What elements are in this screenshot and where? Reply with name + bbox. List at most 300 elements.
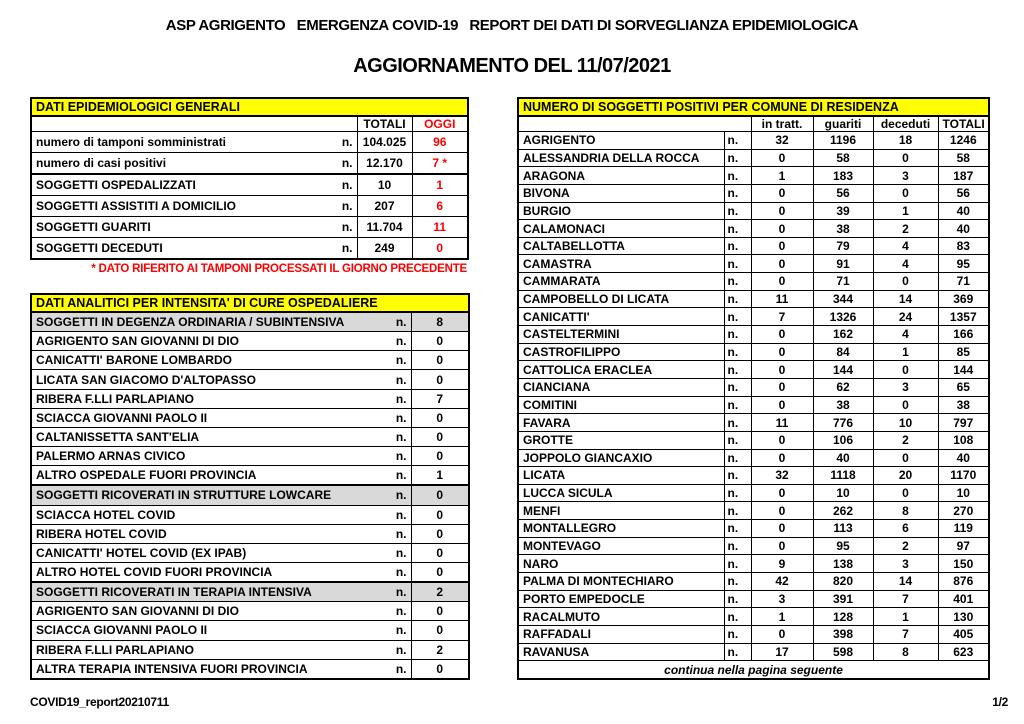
n-abbreviation: n.: [395, 353, 407, 368]
facility-label-cell: [31, 543, 411, 562]
n-abbreviation: n.: [395, 429, 407, 444]
facility-label-cell: [31, 389, 411, 408]
totali-value-cell: 40: [938, 220, 989, 238]
comune-name-cell: CAMPOBELLO DI LICATA: [518, 290, 724, 308]
in-tratt-value-cell: 0: [751, 326, 813, 344]
deceduti-value-cell: 0: [873, 396, 938, 414]
count-value-cell: 0: [411, 621, 469, 640]
deceduti-value-cell: 3: [873, 555, 938, 573]
guariti-value-cell: 62: [813, 378, 873, 396]
deceduti-value-cell: 2: [873, 431, 938, 449]
hospital-care-intensity-table: [30, 293, 470, 680]
update-date-heading: AGGIORNAMENTO DEL 11/07/2021: [353, 55, 671, 77]
n-abbreviation-cell: n.: [724, 431, 751, 449]
in-tratt-value-cell: 0: [751, 343, 813, 361]
deceduti-value-cell: 8: [873, 502, 938, 520]
count-value-cell: 0: [411, 332, 469, 351]
count-value-cell: 0: [411, 602, 469, 621]
deceduti-value-cell: 14: [873, 290, 938, 308]
n-abbreviation-cell: n.: [724, 273, 751, 291]
guariti-value-cell: 95: [813, 537, 873, 555]
guariti-column-header: guariti: [813, 116, 873, 132]
hospital-table-title: DATI ANALITICI PER INTENSITA' DI CURE OSPEDALIERE: [31, 294, 469, 312]
deceduti-value-cell: 3: [873, 167, 938, 185]
comune-name-cell: ARAGONA: [518, 167, 724, 185]
comune-data-row: [518, 502, 989, 520]
totali-value-cell: 166: [938, 326, 989, 344]
n-abbreviation-cell: n.: [724, 132, 751, 150]
comune-name-cell: LUCCA SICULA: [518, 484, 724, 502]
count-value-cell: 8: [411, 312, 469, 332]
general-data-row: [31, 216, 468, 237]
n-abbreviation-cell: n.: [724, 414, 751, 432]
metric-label: numero di casi positivi: [36, 155, 167, 170]
comune-data-row: [518, 255, 989, 273]
deceduti-value-cell: 0: [873, 184, 938, 202]
n-abbreviation-cell: n.: [724, 573, 751, 591]
n-abbreviation-cell: n.: [724, 537, 751, 555]
comune-data-row: [518, 590, 989, 608]
facility-label: RIBERA HOTEL COVID: [36, 526, 167, 541]
n-abbreviation-cell: n.: [724, 167, 751, 185]
count-value-cell: 2: [411, 583, 469, 602]
facility-label: AGRIGENTO SAN GIOVANNI DI DIO: [36, 334, 239, 349]
metric-label-cell: [31, 175, 357, 196]
comune-name-cell: CATTOLICA ERACLEA: [518, 361, 724, 379]
comune-data-row: [518, 431, 989, 449]
guariti-value-cell: 183: [813, 167, 873, 185]
hospital-data-row: [31, 621, 469, 640]
hospital-data-row: [31, 370, 469, 389]
guariti-value-cell: 58: [813, 149, 873, 167]
table-title-row: [31, 294, 469, 312]
facility-label-cell: [31, 332, 411, 351]
hospital-data-row: [31, 505, 469, 524]
report-title: ASP AGRIGENTO EMERGENZA COVID-19 REPORT DEI DATI DI SORVEGLIANZA EPIDEMIOLOGICA: [165, 17, 859, 34]
totali-value-cell: 40: [938, 202, 989, 220]
count-value-cell: 0: [411, 659, 469, 679]
report-file-name: COVID19_report20210711: [30, 695, 169, 709]
facility-label-cell: [31, 602, 411, 621]
in-tratt-value-cell: 11: [751, 414, 813, 432]
column-header-row: [518, 116, 989, 132]
in-tratt-value-cell: 9: [751, 555, 813, 573]
facility-label-cell: [31, 505, 411, 524]
n-abbreviation-cell: n.: [724, 643, 751, 661]
hospital-data-row: [31, 524, 469, 543]
deceduti-value-cell: 18: [873, 132, 938, 150]
comune-name-cell: MONTEVAGO: [518, 537, 724, 555]
in-tratt-value-cell: 0: [751, 237, 813, 255]
deceduti-value-cell: 0: [873, 361, 938, 379]
hospital-data-row: [31, 543, 469, 562]
facility-label-cell: [31, 446, 411, 465]
continuation-row: [518, 661, 989, 679]
n-abbreviation: n.: [341, 178, 353, 193]
totali-column-header: TOTALI: [938, 116, 989, 132]
facility-label: RIBERA F.LLI PARLAPIANO: [36, 642, 194, 657]
metric-label-cell: [31, 152, 357, 173]
n-abbreviation: n.: [341, 134, 353, 149]
totali-value-cell: 144: [938, 361, 989, 379]
totali-value-cell: 108: [938, 431, 989, 449]
comune-data-row: [518, 308, 989, 326]
comune-name-cell: RACALMUTO: [518, 608, 724, 626]
deceduti-column-header: deceduti: [873, 116, 938, 132]
n-abbreviation-cell: n.: [724, 326, 751, 344]
guariti-value-cell: 138: [813, 555, 873, 573]
oggi-value-cell: 11: [412, 216, 468, 237]
totali-value-cell: 71: [938, 273, 989, 291]
continuation-note: continua nella pagina seguente: [518, 661, 989, 679]
facility-label-cell: [31, 640, 411, 659]
in-tratt-value-cell: 0: [751, 273, 813, 291]
deceduti-value-cell: 1: [873, 202, 938, 220]
metric-label: SOGGETTI GUARITI: [36, 219, 151, 234]
in-tratt-value-cell: 17: [751, 643, 813, 661]
deceduti-value-cell: 4: [873, 255, 938, 273]
comune-data-row: [518, 520, 989, 538]
facility-label-cell: [31, 583, 411, 602]
oggi-value-cell: 7 *: [412, 152, 468, 173]
in-tratt-value-cell: 1: [751, 608, 813, 626]
guariti-value-cell: 144: [813, 361, 873, 379]
comune-name-cell: PALMA DI MONTECHIARO: [518, 573, 724, 591]
comune-name-cell: RAVANUSA: [518, 643, 724, 661]
comune-data-row: [518, 643, 989, 661]
totali-column-header: TOTALI: [357, 116, 412, 132]
facility-label: LICATA SAN GIACOMO D'ALTOPASSO: [36, 372, 256, 387]
facility-label: RIBERA F.LLI PARLAPIANO: [36, 391, 194, 406]
totali-value-cell: 40: [938, 449, 989, 467]
in-tratt-value-cell: 1: [751, 167, 813, 185]
facility-label-cell: [31, 370, 411, 389]
n-abbreviation-cell: n.: [724, 502, 751, 520]
tamponi-footnote: * DATO RIFERITO AI TAMPONI PROCESSATI IL GIORNO PRECEDENTE: [91, 263, 467, 275]
comune-name-cell: CALAMONACI: [518, 220, 724, 238]
guariti-value-cell: 391: [813, 590, 873, 608]
guariti-value-cell: 1326: [813, 308, 873, 326]
in-tratt-value-cell: 0: [751, 361, 813, 379]
comune-data-row: [518, 537, 989, 555]
totali-value-cell: 95: [938, 255, 989, 273]
hospital-data-row: [31, 466, 469, 485]
metric-label-cell: [31, 132, 357, 153]
totali-value-cell: 85: [938, 343, 989, 361]
deceduti-value-cell: 1: [873, 343, 938, 361]
deceduti-value-cell: 10: [873, 414, 938, 432]
metric-label: numero di tamponi somministrati: [36, 134, 227, 149]
facility-label-cell: [31, 408, 411, 427]
totali-value-cell: 58: [938, 149, 989, 167]
comune-data-row: [518, 555, 989, 573]
n-abbreviation-cell: n.: [724, 467, 751, 485]
guariti-value-cell: 1196: [813, 132, 873, 150]
general-epidemiological-table: [30, 97, 469, 260]
count-value-cell: 1: [411, 466, 469, 485]
guariti-value-cell: 113: [813, 520, 873, 538]
comune-name-cell: PORTO EMPEDOCLE: [518, 590, 724, 608]
general-table-title: DATI EPIDEMIOLOGICI GENERALI: [31, 98, 468, 116]
facility-label: ALTRO HOTEL COVID FUORI PROVINCIA: [36, 564, 273, 579]
oggi-value-cell: 96: [412, 132, 468, 153]
n-abbreviation: n.: [395, 334, 407, 349]
n-abbreviation-cell: n.: [724, 361, 751, 379]
n-abbreviation-cell: n.: [724, 149, 751, 167]
metric-label-cell: [31, 216, 357, 237]
guariti-value-cell: 56: [813, 184, 873, 202]
in-tratt-value-cell: 0: [751, 484, 813, 502]
comune-name-cell: CASTELTERMINI: [518, 326, 724, 344]
hospital-data-row: [31, 408, 469, 427]
guariti-value-cell: 84: [813, 343, 873, 361]
general-data-row: [31, 132, 468, 153]
deceduti-value-cell: 4: [873, 326, 938, 344]
n-abbreviation-cell: n.: [724, 202, 751, 220]
in-tratt-value-cell: 0: [751, 202, 813, 220]
comune-data-row: [518, 220, 989, 238]
comune-data-row: [518, 273, 989, 291]
n-abbreviation: n.: [395, 468, 407, 483]
n-abbreviation: n.: [395, 564, 407, 579]
totali-value-cell: 119: [938, 520, 989, 538]
table-title-row: [31, 98, 468, 116]
n-abbreviation-cell: n.: [724, 625, 751, 643]
n-abbreviation: n.: [341, 155, 353, 170]
count-value-cell: 0: [411, 370, 469, 389]
n-abbreviation-cell: n.: [724, 290, 751, 308]
facility-label-cell: [31, 312, 411, 332]
comune-data-row: [518, 167, 989, 185]
deceduti-value-cell: 24: [873, 308, 938, 326]
in-tratt-value-cell: 0: [751, 149, 813, 167]
totali-value-cell: 187: [938, 167, 989, 185]
page-number: 1/2: [992, 695, 1008, 709]
oggi-value-cell: 1: [412, 175, 468, 196]
comune-data-row: [518, 449, 989, 467]
oggi-column-header: OGGI: [412, 116, 468, 132]
n-abbreviation-cell: n.: [724, 255, 751, 273]
hospital-section-row: [31, 583, 469, 602]
n-abbreviation: n.: [395, 642, 407, 657]
facility-label-cell: [31, 427, 411, 446]
deceduti-value-cell: 4: [873, 237, 938, 255]
comune-data-row: [518, 290, 989, 308]
n-abbreviation: n.: [395, 661, 407, 676]
comune-name-cell: RAFFADALI: [518, 625, 724, 643]
facility-label: SCIACCA HOTEL COVID: [36, 507, 176, 522]
facility-label-cell: [31, 466, 411, 485]
facility-label: CANICATTI' BARONE LOMBARDO: [36, 353, 232, 368]
comune-name-cell: ALESSANDRIA DELLA ROCCA: [518, 149, 724, 167]
facility-label-cell: [31, 486, 411, 505]
comune-data-row: [518, 414, 989, 432]
n-abbreviation-cell: n.: [724, 555, 751, 573]
deceduti-value-cell: 14: [873, 573, 938, 591]
comune-name-cell: NARO: [518, 555, 724, 573]
table-title-row: [518, 98, 989, 116]
hospital-data-row: [31, 389, 469, 408]
comune-name-cell: CASTROFILIPPO: [518, 343, 724, 361]
metric-label-cell: [31, 196, 357, 217]
hospital-section-row: [31, 486, 469, 505]
guariti-value-cell: 398: [813, 625, 873, 643]
comune-name-cell: CAMMARATA: [518, 273, 724, 291]
n-abbreviation: n.: [395, 448, 407, 463]
totali-value-cell: 249: [357, 237, 412, 259]
n-abbreviation: n.: [395, 391, 407, 406]
comune-name-cell: AGRIGENTO: [518, 132, 724, 150]
n-abbreviation-cell: n.: [724, 590, 751, 608]
general-data-row: [31, 196, 468, 217]
n-abbreviation: n.: [395, 488, 407, 503]
n-abbreviation: n.: [395, 526, 407, 541]
guariti-value-cell: 39: [813, 202, 873, 220]
facility-label: CANICATTI' HOTEL COVID (EX IPAB): [36, 545, 247, 560]
n-abbreviation: n.: [395, 604, 407, 619]
facility-label: PALERMO ARNAS CIVICO: [36, 448, 186, 463]
count-value-cell: 0: [411, 427, 469, 446]
guariti-value-cell: 128: [813, 608, 873, 626]
deceduti-value-cell: 1: [873, 608, 938, 626]
deceduti-value-cell: 2: [873, 537, 938, 555]
in-tratt-column-header: in tratt.: [751, 116, 813, 132]
count-value-cell: 0: [411, 408, 469, 427]
n-abbreviation: n.: [341, 219, 353, 234]
n-abbreviation-cell: n.: [724, 343, 751, 361]
n-abbreviation: n.: [395, 410, 407, 425]
totali-value-cell: 1246: [938, 132, 989, 150]
general-data-row: [31, 152, 468, 173]
in-tratt-value-cell: 0: [751, 378, 813, 396]
metric-label: SOGGETTI DECEDUTI: [36, 240, 163, 255]
in-tratt-value-cell: 0: [751, 520, 813, 538]
totali-value-cell: 401: [938, 590, 989, 608]
count-value-cell: 0: [411, 446, 469, 465]
n-abbreviation: n.: [395, 372, 407, 387]
count-value-cell: 0: [411, 543, 469, 562]
count-value-cell: 2: [411, 640, 469, 659]
in-tratt-value-cell: 42: [751, 573, 813, 591]
guariti-value-cell: 1118: [813, 467, 873, 485]
deceduti-value-cell: 0: [873, 484, 938, 502]
hospital-data-row: [31, 640, 469, 659]
totali-value-cell: 369: [938, 290, 989, 308]
facility-label: AGRIGENTO SAN GIOVANNI DI DIO: [36, 604, 239, 619]
in-tratt-value-cell: 0: [751, 255, 813, 273]
guariti-value-cell: 79: [813, 237, 873, 255]
comune-name-cell: MONTALLEGRO: [518, 520, 724, 538]
deceduti-value-cell: 3: [873, 378, 938, 396]
count-value-cell: 0: [411, 524, 469, 543]
facility-label: ALTRA TERAPIA INTENSIVA FUORI PROVINCIA: [36, 661, 308, 676]
deceduti-value-cell: 0: [873, 273, 938, 291]
in-tratt-value-cell: 0: [751, 184, 813, 202]
comune-name-cell: BIVONA: [518, 184, 724, 202]
totali-value-cell: 56: [938, 184, 989, 202]
in-tratt-value-cell: 0: [751, 502, 813, 520]
in-tratt-value-cell: 11: [751, 290, 813, 308]
n-abbreviation-cell: n.: [724, 396, 751, 414]
metric-label-cell: [31, 237, 357, 259]
comune-data-row: [518, 132, 989, 150]
in-tratt-value-cell: 32: [751, 132, 813, 150]
guariti-value-cell: 820: [813, 573, 873, 591]
comune-data-row: [518, 484, 989, 502]
guariti-value-cell: 10: [813, 484, 873, 502]
totali-value-cell: 876: [938, 573, 989, 591]
comune-name-cell: LICATA: [518, 467, 724, 485]
in-tratt-value-cell: 0: [751, 396, 813, 414]
comune-data-row: [518, 361, 989, 379]
hospital-data-row: [31, 351, 469, 370]
guariti-value-cell: 106: [813, 431, 873, 449]
in-tratt-value-cell: 0: [751, 625, 813, 643]
hospital-data-row: [31, 446, 469, 465]
totali-value-cell: 405: [938, 625, 989, 643]
count-value-cell: 7: [411, 389, 469, 408]
totali-value-cell: 797: [938, 414, 989, 432]
facility-label-cell: [31, 351, 411, 370]
comune-data-row: [518, 326, 989, 344]
comune-name-cell: JOPPOLO GIANCAXIO: [518, 449, 724, 467]
comune-name-cell: CIANCIANA: [518, 378, 724, 396]
oggi-value-cell: 6: [412, 196, 468, 217]
comune-data-row: [518, 184, 989, 202]
comune-data-row: [518, 378, 989, 396]
totali-value-cell: 1170: [938, 467, 989, 485]
in-tratt-value-cell: 7: [751, 308, 813, 326]
hospital-section-row: [31, 312, 469, 332]
facility-label-cell: [31, 562, 411, 581]
comune-name-cell: FAVARA: [518, 414, 724, 432]
deceduti-value-cell: 20: [873, 467, 938, 485]
hospital-data-row: [31, 332, 469, 351]
totali-value-cell: 11.704: [357, 216, 412, 237]
comune-name-cell: CAMASTRA: [518, 255, 724, 273]
hospital-data-row: [31, 427, 469, 446]
n-abbreviation-cell: n.: [724, 484, 751, 502]
general-data-row: [31, 237, 468, 259]
deceduti-value-cell: 0: [873, 149, 938, 167]
general-data-row: [31, 175, 468, 196]
comune-name-cell: BURGIO: [518, 202, 724, 220]
n-abbreviation: n.: [395, 623, 407, 638]
metric-label: SOGGETTI OSPEDALIZZATI: [36, 178, 196, 193]
in-tratt-value-cell: 0: [751, 431, 813, 449]
n-abbreviation-cell: n.: [724, 308, 751, 326]
facility-label: SCIACCA GIOVANNI PAOLO II: [36, 410, 208, 425]
totali-value-cell: 207: [357, 196, 412, 217]
in-tratt-value-cell: 3: [751, 590, 813, 608]
n-abbreviation-cell: n.: [724, 378, 751, 396]
comune-data-row: [518, 149, 989, 167]
totali-value-cell: 97: [938, 537, 989, 555]
n-abbreviation: n.: [395, 545, 407, 560]
totali-value-cell: 10: [938, 484, 989, 502]
facility-label-cell: [31, 524, 411, 543]
guariti-value-cell: 38: [813, 396, 873, 414]
guariti-value-cell: 40: [813, 449, 873, 467]
deceduti-value-cell: 8: [873, 643, 938, 661]
totali-value-cell: 65: [938, 378, 989, 396]
comune-data-row: [518, 467, 989, 485]
in-tratt-value-cell: 0: [751, 449, 813, 467]
deceduti-value-cell: 2: [873, 220, 938, 238]
facility-label: SCIACCA GIOVANNI PAOLO II: [36, 623, 208, 638]
deceduti-value-cell: 7: [873, 625, 938, 643]
n-abbreviation-cell: n.: [724, 449, 751, 467]
